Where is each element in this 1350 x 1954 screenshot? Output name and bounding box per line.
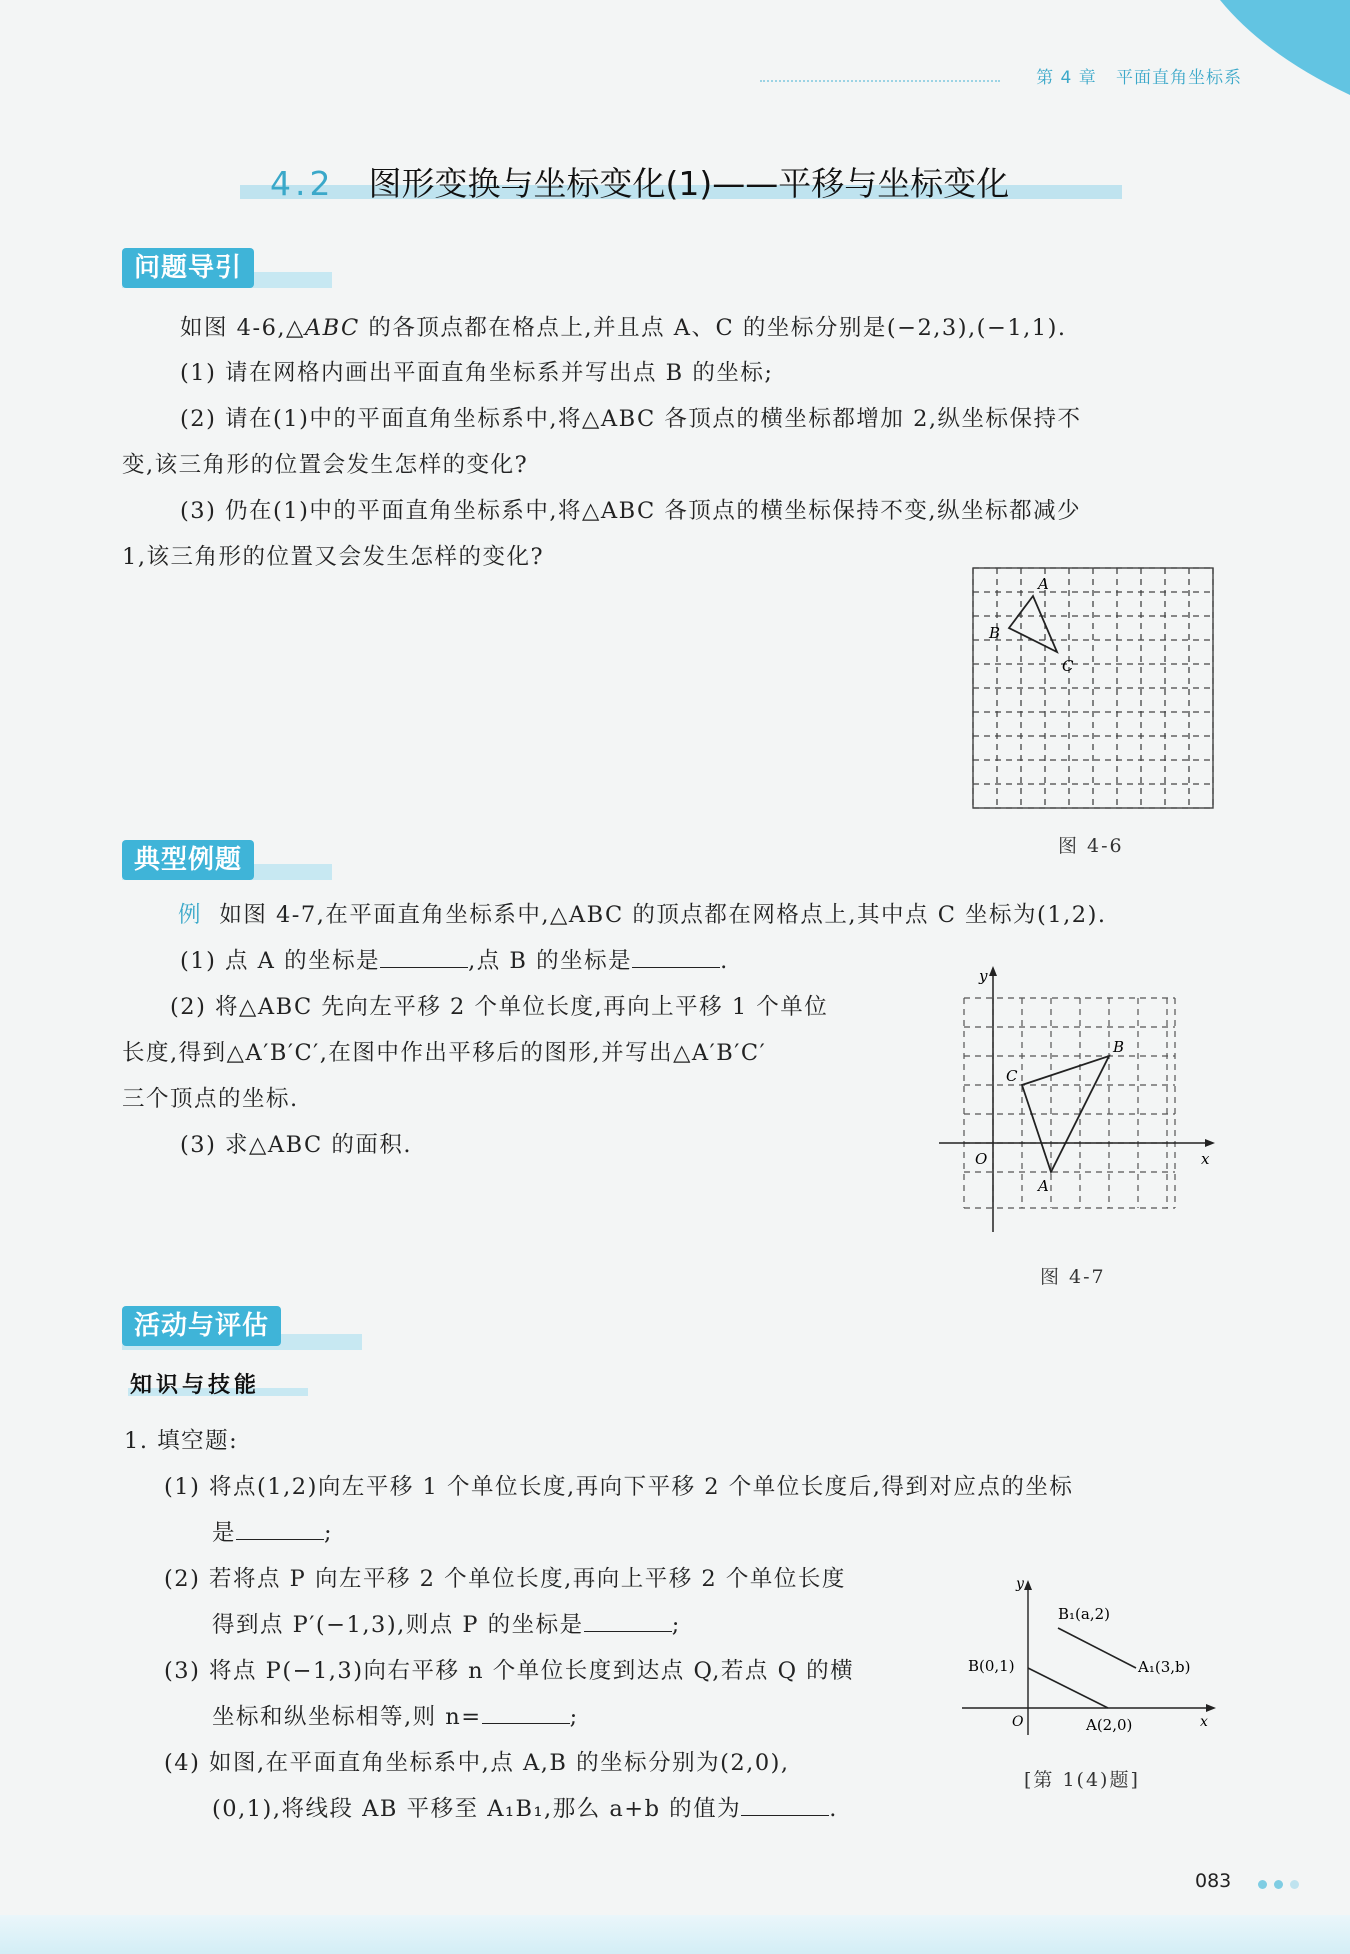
guide-q2-line2: 变,该三角形的位置会发生怎样的变化? — [122, 452, 529, 478]
segment-a1b1 — [1058, 1628, 1136, 1668]
label-a: A(2,0) — [1086, 1716, 1133, 1734]
guide-q3-line2: 1,该三角形的位置又会发生怎样的变化? — [122, 544, 545, 570]
example-q1: (1) 点 A 的坐标是 ,点 B 的坐标是 . — [180, 948, 729, 974]
origin-label: O — [1012, 1714, 1024, 1730]
guide-q1: (1) 请在网格内画出平面直角坐标系并写出点 B 的坐标; — [180, 360, 774, 386]
example-q2-line2: 长度,得到△A′B′C′,在图中作出平移后的图形,并写出△A′B′C′ — [122, 1040, 767, 1066]
item1-heading: 1. 填空题: — [124, 1428, 239, 1454]
answer-blank[interactable] — [632, 947, 720, 968]
guide-intro: 如图 4-6,△ABC 的各顶点都在格点上,并且点 A、C 的坐标分别是(−2,3),(−1,1). — [180, 315, 1067, 341]
guide-q3-line1: (3) 仍在(1)中的平面直角坐标系中,将△ABC 各顶点的横坐标保持不变,纵坐标都减少 — [180, 498, 1082, 524]
item1-s3-line1: (3) 将点 P(−1,3)向右平移 n 个单位长度到达点 Q,若点 Q 的横 — [164, 1658, 855, 1684]
axis-label-y: y — [979, 967, 988, 985]
page-dot — [1258, 1880, 1267, 1889]
subhead-skills: 知识与技能 — [130, 1373, 261, 1398]
example-q2-line1: (2) 将△ABC 先向左平移 2 个单位长度,再向上平移 1 个单位 — [170, 994, 829, 1020]
item1-s1-line2: 是 ; — [212, 1520, 334, 1546]
section-tag-guide: 问题导引 — [122, 248, 254, 288]
answer-blank[interactable] — [741, 1795, 829, 1816]
axis-label-y: y — [1016, 1576, 1024, 1592]
item1-s3-line2: 坐标和纵坐标相等,则 n= ; — [212, 1704, 579, 1730]
example-line1: 例 如图 4-7,在平面直角坐标系中,△ABC 的顶点都在网格点上,其中点 C 坐标为(1,2). — [178, 902, 1107, 928]
figure-4-7-caption: 图 4-7 — [1040, 1266, 1106, 1288]
header-rule — [760, 80, 1000, 82]
label-b: B — [1113, 1038, 1125, 1056]
label-b1: B₁(a,2) — [1058, 1605, 1110, 1623]
example-q3: (3) 求△ABC 的面积. — [180, 1132, 413, 1158]
answer-blank[interactable] — [584, 1611, 672, 1632]
label-b: B(0,1) — [968, 1657, 1015, 1675]
origin-label: O — [975, 1150, 988, 1168]
label-c: C — [1006, 1067, 1018, 1085]
label-a: A — [1038, 575, 1049, 593]
item1-s2-line1: (2) 若将点 P 向左平移 2 个单位长度,再向上平移 2 个单位长度 — [164, 1566, 846, 1592]
axis-label-x: x — [1200, 1714, 1208, 1730]
segment-ab — [1028, 1668, 1108, 1708]
figure-4-6-caption: 图 4-6 — [1058, 835, 1124, 857]
item1-s4-line1: (4) 如图,在平面直角坐标系中,点 A,B 的坐标分别为(2,0), — [164, 1750, 790, 1776]
chapter-number: 第 4 章 — [1036, 68, 1097, 88]
example-q2-line3: 三个顶点的坐标. — [122, 1086, 299, 1112]
page-title — [270, 158, 1009, 205]
page-dot — [1274, 1880, 1283, 1889]
page-dot — [1290, 1880, 1299, 1889]
section-title: 图形变换与坐标变化(1)——平移与坐标变化 — [368, 164, 1010, 203]
footer-band — [0, 1915, 1350, 1954]
label-c: C — [1062, 657, 1074, 675]
answer-blank[interactable] — [380, 947, 468, 968]
label-a1: A₁(3,b) — [1138, 1658, 1191, 1676]
item1-s1-line1: (1) 将点(1,2)向左平移 1 个单位长度,再向下平移 2 个单位长度后,得到对应点的坐标 — [164, 1474, 1074, 1500]
section-tag-activity: 活动与评估 — [122, 1306, 281, 1346]
running-header — [1036, 63, 1242, 88]
label-b: B — [989, 624, 1001, 642]
label-a: A — [1038, 1177, 1049, 1195]
figure-1-4-caption: [第 1(4)题] — [1024, 1769, 1140, 1791]
section-tag-example: 典型例题 — [122, 840, 254, 880]
answer-blank[interactable] — [482, 1703, 570, 1724]
section-number: 4.2 — [270, 164, 335, 203]
triangle-abc — [1009, 596, 1057, 652]
figure-4-6 — [970, 565, 1220, 815]
item1-s2-line2: 得到点 P′(−1,3),则点 P 的坐标是 ; — [212, 1612, 681, 1638]
guide-q2-line1: (2) 请在(1)中的平面直角坐标系中,将△ABC 各顶点的横坐标都增加 2,纵坐标保持不 — [180, 406, 1082, 432]
corner-decoration — [1210, 0, 1350, 110]
example-label: 例 — [178, 902, 203, 928]
chapter-title: 平面直角坐标系 — [1116, 68, 1242, 88]
axis-label-x: x — [1201, 1150, 1210, 1168]
figure-4-7 — [935, 960, 1225, 1240]
answer-blank[interactable] — [236, 1519, 324, 1540]
page-number: 083 — [1195, 1870, 1232, 1892]
item1-s4-line2: (0,1),将线段 AB 平移至 A₁B₁,那么 a+b 的值为 . — [212, 1796, 838, 1822]
figure-1-4 — [960, 1570, 1220, 1740]
